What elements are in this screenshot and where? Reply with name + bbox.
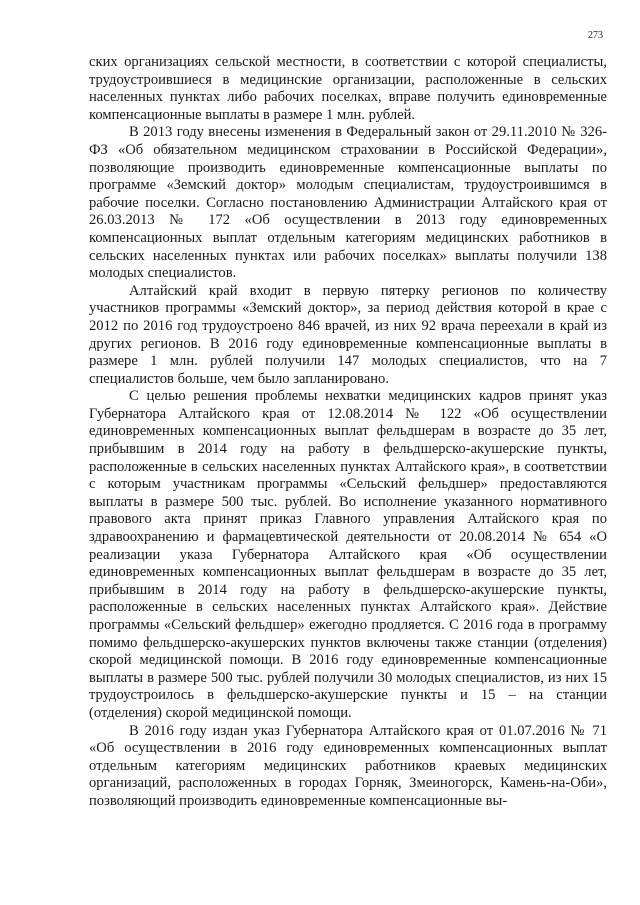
- document-body: [89, 54, 607, 811]
- paragraph-5: В 2016 году издан указ Губернатора Алтайского края от 01.07.2016 № 71 «Об осуществлении в 2016 году единовременных компенсационных выплат отдельным категориям медицинских работников краевых медицинских организаций, расположенных в городах Горняк, Змеиногорск, Камень-на-Оби», позволяющий производить единовременные компенсационные вы-: [89, 722, 607, 809]
- page-number: 273: [588, 30, 603, 41]
- paragraph-2: В 2013 году внесены изменения в Федеральный закон от 29.11.2010 № 326-ФЗ «Об обязательном медицинском страховании в Российской Федерации», позволяющие производить единовременные компенсационные выплаты по программе «Земский доктор» молодым специалистам, трудоустроившимся в рабочие поселки. Согласно постановлению Администрации Алтайского края от 26.03.2013 № 172 «Об осуществлении в 2013 году единовременных компенсационных выплат отдельным категориям медицинских работников в сельских населенных пунктах или рабочих поселках» выплаты получили 138 молодых специалистов.: [89, 124, 607, 282]
- paragraph-3: Алтайский край входит в первую пятерку регионов по количеству участников программы «Земский доктор», за период действия которой в крае с 2012 по 2016 год трудоустроено 846 врачей, из них 92 врача переехали в край из других регионов. В 2016 году единовременные компенсационные выплаты в размере 1 млн. рублей получили 147 молодых специалистов, что на 7 специалистов больше, чем было запланировано.: [89, 282, 607, 387]
- paragraph-1: ских организациях сельской местности, в соответствии с которой специалисты, трудоустроившиеся в медицинские организации, расположенные в сельских населенных пунктах либо рабочих поселках, вправе получить единовременные компенсационные выплаты в размере 1 млн. рублей.: [89, 54, 607, 123]
- paragraph-4: С целью решения проблемы нехватки медицинских кадров принят указ Губернатора Алтайского края от 12.08.2014 № 122 «Об осуществлении единовременных компенсационных выплат фельдшерам в возрасте до 35 лет, прибывшим в 2014 году на работу в фельдшерско-акушерские пункты, расположенные в сельских населенных пунктах Алтайского края», в соответствии с которым участникам программы «Сельский фельдшер» предоставляются выплаты в размере 500 тыс. рублей. Во исполнение указанного нормативного правового акта принят приказ Главного управления Алтайского края по здравоохранению и фармацевтической деятельности от 20.08.2014 № 654 «О реализации указа Губернатора Алтайского края «Об осуществлении единовременных компенсационных выплат фельдшерам в возрасте до 35 лет, прибывшим в 2014 году на работу в фельдшерско-акушерские пункты, расположенные в сельских населенных пунктах Алтайского края». Действие программы «Сельский фельдшер» ежегодно продляется. С 2016 года в программу помимо фельдшерско-акушерских пунктов включены также станции (отделения) скорой медицинской помощи. В 2016 году единовременные компенсационные выплаты в размере 500 тыс. рублей получили 30 молодых специалистов, из них 15 трудоустроилось в фельдшерско-акушерские пункты и 15 – на станции (отделения) скорой медицинской помощи.: [89, 388, 607, 721]
